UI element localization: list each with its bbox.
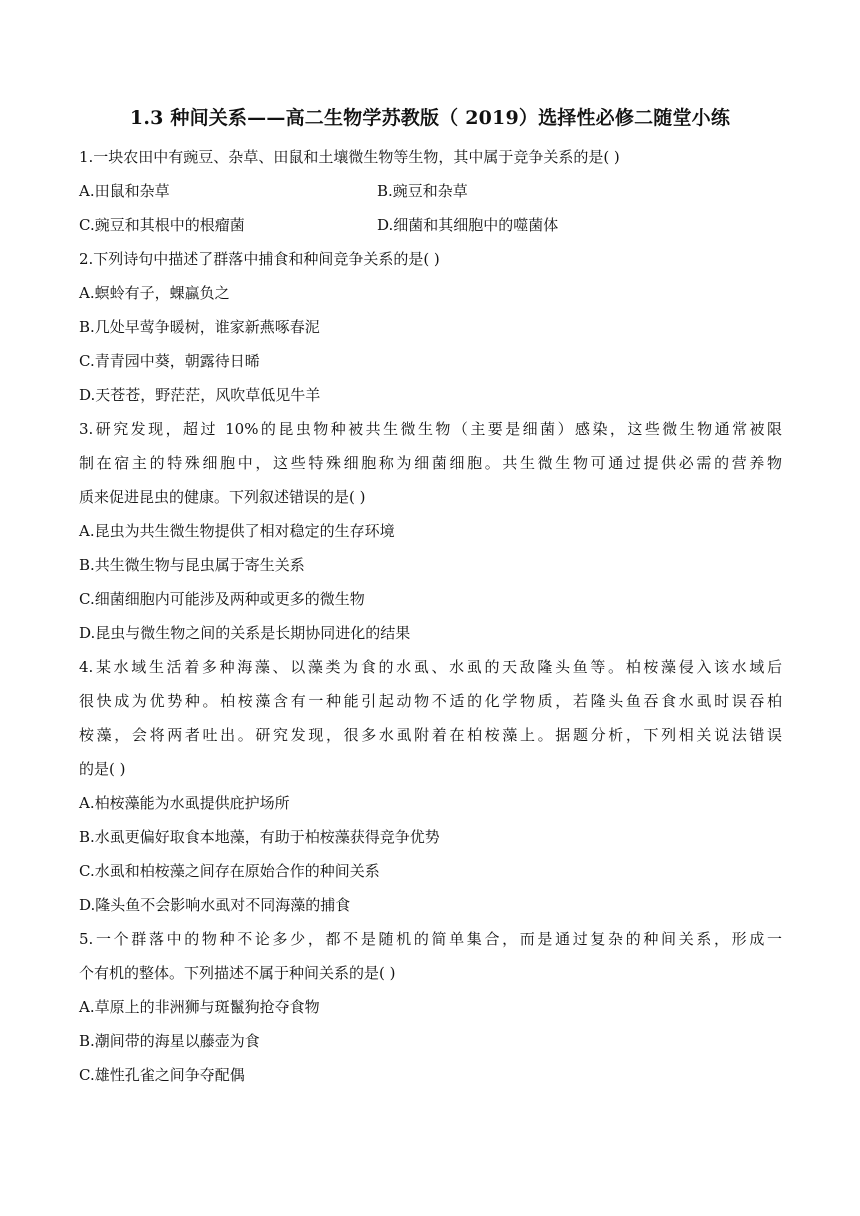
question-stem-line: 5.一个群落中的物种不论多少，都不是随机的简单集合，而是通过复杂的种间关系，形成一 — [79, 930, 782, 948]
question-stem: 2.下列诗句中描述了群落中捕食和种间竞争关系的是( ) — [79, 250, 440, 268]
option-d: D.昆虫与微生物之间的关系是长期协同进化的结果 — [79, 624, 411, 642]
option-a: A.昆虫为共生微生物提供了相对稳定的生存环境 — [79, 522, 395, 540]
question-2 — [79, 248, 782, 418]
option-b: B.潮间带的海星以藤壶为食 — [79, 1032, 260, 1050]
question-stem-line: 制在宿主的特殊细胞中，这些特殊细胞称为细菌细胞。共生微生物可通过提供必需的营养物 — [79, 454, 782, 472]
question-stem-line: 4.某水域生活着多种海藻、以藻类为食的水虱、水虱的天敌隆头鱼等。柏桉藻侵入该水域后 — [79, 658, 782, 676]
option-c: C.雄性孔雀之间争夺配偶 — [79, 1066, 245, 1084]
question-stem-line: 3.研究发现，超过 10%的昆虫物种被共生微生物（主要是细菌）感染，这些微生物通常被限 — [79, 420, 782, 438]
question-stem-line: 质来促进昆虫的健康。下列叙述错误的是( ) — [79, 488, 366, 506]
option-a: A.螟蛉有子，蜾蠃负之 — [79, 284, 230, 302]
question-stem-line: 个有机的整体。下列描述不属于种间关系的是( ) — [79, 964, 396, 982]
question-stem-line: 很快成为优势种。柏桉藻含有一种能引起动物不适的化学物质，若隆头鱼吞食水虱时误吞柏 — [79, 692, 782, 710]
option-b: B.共生微生物与昆虫属于寄生关系 — [79, 556, 305, 574]
question-stem-line: 桉藻，会将两者吐出。研究发现，很多水虱附着在柏桉藻上。据题分析，下列相关说法错误 — [79, 726, 782, 744]
option-a: A.田鼠和杂草 — [79, 182, 170, 200]
option-a: A.草原上的非洲狮与斑鬣狗抢夺食物 — [79, 998, 320, 1016]
option-c: C.青青园中葵，朝露待日晞 — [79, 352, 260, 370]
option-row — [79, 214, 782, 248]
option-d: D.天苍苍，野茫茫，风吹草低见牛羊 — [79, 386, 321, 404]
option-b: B.几处早莺争暖树，谁家新燕啄春泥 — [79, 318, 320, 336]
option-c: C.豌豆和其根中的根瘤菌 — [79, 216, 245, 234]
document-title: 1.3 种间关系——高二生物学苏教版（ 2019）选择性必修二随堂小练 — [129, 107, 731, 129]
question-stem-line: 的是( ) — [79, 760, 126, 778]
option-b: B.水虱更偏好取食本地藻，有助于柏桉藻获得竞争优势 — [79, 828, 440, 846]
option-a: A.柏桉藻能为水虱提供庇护场所 — [79, 794, 290, 812]
question-1 — [79, 146, 782, 248]
question-3 — [79, 418, 782, 656]
question-4 — [79, 656, 782, 928]
option-d: D.细菌和其细胞中的噬菌体 — [377, 216, 559, 234]
question-list — [79, 146, 782, 1098]
option-d: D.隆头鱼不会影响水虱对不同海藻的捕食 — [79, 896, 351, 914]
question-stem: 1.一块农田中有豌豆、杂草、田鼠和土壤微生物等生物，其中属于竞争关系的是( ) — [79, 148, 620, 166]
question-5 — [79, 928, 782, 1098]
option-c: C.水虱和柏桉藻之间存在原始合作的种间关系 — [79, 862, 380, 880]
option-c: C.细菌细胞内可能涉及两种或更多的微生物 — [79, 590, 365, 608]
option-row — [79, 180, 782, 214]
option-b: B.豌豆和杂草 — [377, 182, 468, 200]
